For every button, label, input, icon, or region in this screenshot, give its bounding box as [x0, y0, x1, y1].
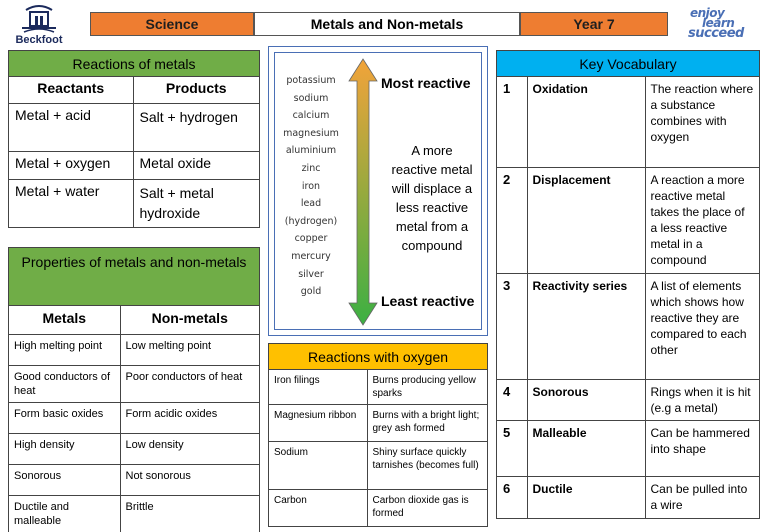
- vocab-number: 1: [497, 77, 527, 167]
- metal-property: Ductile and malleable: [9, 495, 120, 532]
- product-cell: Metal oxide: [133, 151, 259, 179]
- key-vocabulary-table: [497, 77, 759, 518]
- table-row: [9, 433, 259, 464]
- product-cell: Salt + hydrogen: [133, 103, 259, 151]
- displacement-description: A more reactive metal will displace a less reactive metal from a compound: [391, 143, 473, 253]
- table-row: [9, 464, 259, 495]
- series-element: iron: [301, 180, 321, 192]
- vocab-term: Malleable: [527, 420, 645, 476]
- vocab-term: Reactivity series: [527, 273, 645, 379]
- vocab-number: 6: [497, 476, 527, 518]
- nonmetal-property: Low density: [120, 433, 259, 464]
- motto-learn: learn: [702, 16, 735, 30]
- table-row: [269, 370, 487, 405]
- table-row: [9, 402, 259, 433]
- vocab-number: 3: [497, 273, 527, 379]
- substance-cell: Carbon: [269, 490, 367, 526]
- properties-title: Properties of metals and non-metals: [9, 248, 259, 306]
- series-element: calcium: [292, 110, 330, 122]
- table-row: [9, 365, 259, 402]
- reactivity-arrow-icon: [343, 57, 383, 327]
- motto-enjoy: enjoy: [690, 6, 725, 20]
- series-element: (hydrogen): [284, 215, 338, 227]
- subject-label: Science: [90, 12, 254, 36]
- table-row: [497, 77, 759, 167]
- column-header: Non-metals: [120, 306, 259, 334]
- key-vocabulary-panel: [496, 50, 760, 519]
- observation-cell: Burns with a bright light; grey ash formed: [367, 405, 487, 442]
- table-row: [497, 167, 759, 273]
- series-element: sodium: [293, 92, 329, 104]
- nonmetal-property: Brittle: [120, 495, 259, 532]
- series-element: lead: [300, 198, 322, 210]
- table-row: [9, 334, 259, 365]
- series-element: aluminium: [285, 145, 337, 157]
- vocab-term: Sonorous: [527, 379, 645, 420]
- table-row: [497, 379, 759, 420]
- series-element: silver: [298, 268, 324, 280]
- vocab-definition: A list of elements which shows how reactive they are compared to each other: [645, 273, 759, 379]
- vocab-term: Oxidation: [527, 77, 645, 167]
- nonmetal-property: Form acidic oxides: [120, 402, 259, 433]
- series-element: magnesium: [283, 127, 339, 139]
- properties-panel: [8, 247, 260, 532]
- reactivity-series-inner: [274, 52, 482, 330]
- series-element: gold: [300, 286, 322, 298]
- reactions-of-metals-title: Reactions of metals: [9, 51, 259, 77]
- substance-cell: Iron filings: [269, 370, 367, 405]
- reactions-with-oxygen-title: Reactions with oxygen: [269, 344, 487, 370]
- table-row: [269, 442, 487, 490]
- table-row: [497, 420, 759, 476]
- table-row: [269, 405, 487, 442]
- nonmetal-property: Not sonorous: [120, 464, 259, 495]
- reactions-with-oxygen-panel: [268, 343, 488, 527]
- reactions-of-metals-panel: [8, 50, 260, 228]
- substance-cell: Magnesium ribbon: [269, 405, 367, 442]
- year-label: Year 7: [520, 12, 668, 36]
- series-element: mercury: [291, 251, 331, 262]
- nonmetal-property: Poor conductors of heat: [120, 365, 259, 402]
- series-element: potassium: [286, 75, 336, 86]
- metal-property: High melting point: [9, 334, 120, 365]
- column-header: Products: [133, 77, 259, 103]
- most-reactive-label: Most reactive: [381, 75, 471, 91]
- table-row: [9, 179, 259, 227]
- school-crest-icon: [8, 4, 70, 34]
- key-vocabulary-title: Key Vocabulary: [497, 51, 759, 77]
- vocab-number: 5: [497, 420, 527, 476]
- series-element: zinc: [301, 163, 321, 174]
- vocab-definition: The reaction where a substance combines with oxygen: [645, 77, 759, 167]
- school-name: Beckfoot: [15, 34, 63, 46]
- observation-cell: Carbon dioxide gas is formed: [367, 490, 487, 526]
- motto-succeed: succeed: [688, 26, 744, 41]
- metal-property: Good conductors of heat: [9, 365, 120, 402]
- motto-logo: [676, 6, 760, 42]
- column-header: Reactants: [9, 77, 133, 103]
- product-cell: Salt + metal hydroxide: [133, 179, 259, 227]
- reactant-cell: Metal + acid: [9, 103, 133, 151]
- table-row: [269, 490, 487, 526]
- reactant-cell: Metal + water: [9, 179, 133, 227]
- vocab-number: 4: [497, 379, 527, 420]
- table-row: [9, 103, 259, 151]
- vocab-term: Displacement: [527, 167, 645, 273]
- reactant-cell: Metal + oxygen: [9, 151, 133, 179]
- table-row: [497, 273, 759, 379]
- nonmetal-property: Low melting point: [120, 334, 259, 365]
- substance-cell: Sodium: [269, 442, 367, 490]
- metal-property: Sonorous: [9, 464, 120, 495]
- reactivity-series-panel: [268, 46, 488, 336]
- metal-property: Form basic oxides: [9, 402, 120, 433]
- column-header: Metals: [9, 306, 120, 334]
- reactions-of-metals-table: [9, 77, 259, 227]
- series-element: copper: [294, 233, 328, 245]
- topic-title: Metals and Non-metals: [254, 12, 520, 36]
- observation-cell: Shiny surface quickly tarnishes (becomes full): [367, 442, 487, 490]
- vocab-number: 2: [497, 167, 527, 273]
- table-row: [9, 495, 259, 532]
- reactions-with-oxygen-table: [269, 370, 487, 526]
- table-row: [497, 476, 759, 518]
- vocab-term: Ductile: [527, 476, 645, 518]
- vocab-definition: Rings when it is hit (e.g a metal): [645, 379, 759, 420]
- properties-table: [9, 306, 259, 532]
- least-reactive-label: Least reactive: [381, 293, 475, 309]
- vocab-definition: Can be hammered into shape: [645, 420, 759, 476]
- beckfoot-logo: [8, 4, 70, 50]
- table-row: [9, 151, 259, 179]
- metal-property: High density: [9, 433, 120, 464]
- vocab-definition: A reaction a more reactive metal takes the place of a less reactive metal in a compound: [645, 167, 759, 273]
- observation-cell: Burns producing yellow sparks: [367, 370, 487, 405]
- vocab-definition: Can be pulled into a wire: [645, 476, 759, 518]
